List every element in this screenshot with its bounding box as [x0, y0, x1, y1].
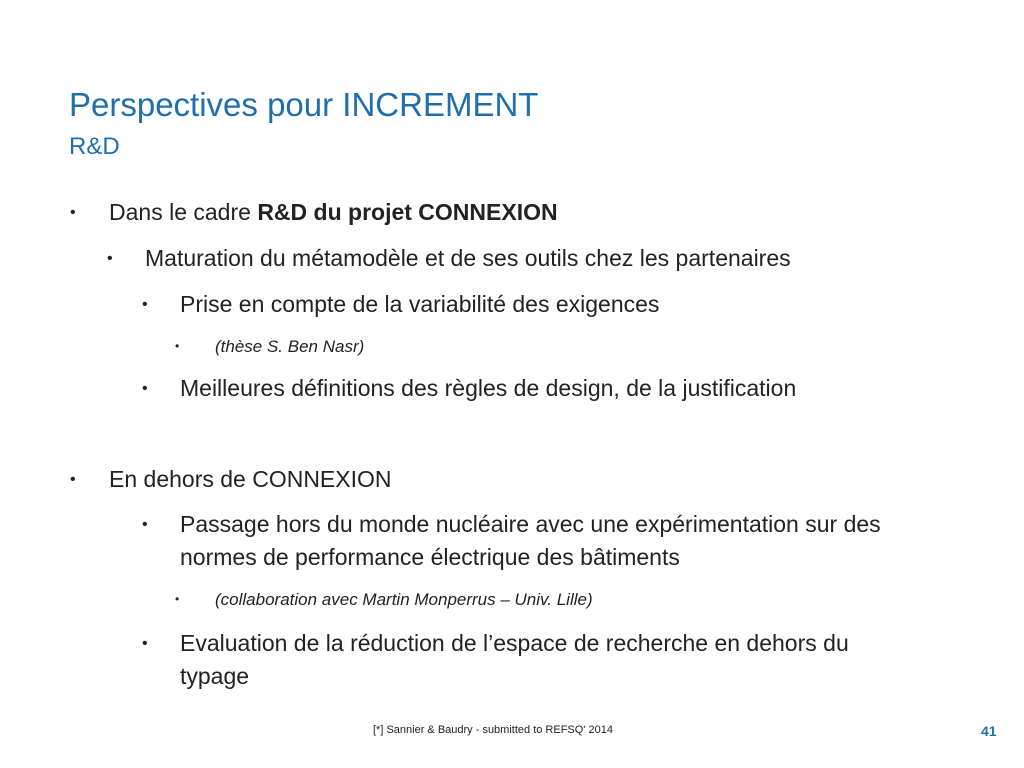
bullet-item-hors-connexion: En dehors de CONNEXION	[109, 466, 392, 492]
bullet-item-passage-line1: Passage hors du monde nucléaire avec une expérimentation sur des	[180, 511, 881, 537]
slide-subtitle: R&D	[69, 133, 120, 160]
slide-title: Perspectives pour INCREMENT	[69, 86, 539, 123]
bullet-icon: •	[142, 380, 148, 397]
bullet-icon: •	[175, 592, 180, 606]
bullet-icon: •	[107, 250, 113, 267]
bullet-text-bold: R&D du projet CONNEXION	[257, 199, 558, 225]
page-number: 41	[981, 723, 997, 739]
slide-footer: [*] Sannier & Baudry - submitted to REFSQ' 2014	[373, 724, 613, 736]
bullet-icon: •	[142, 635, 148, 652]
bullet-icon: •	[142, 516, 148, 533]
bullet-item-maturation: Maturation du métamodèle et de ses outils chez les partenaires	[145, 245, 791, 271]
bullet-text: Dans le cadre	[109, 199, 258, 225]
bullet-item-collaboration: (collaboration avec Martin Monperrus – Univ. Lille)	[215, 590, 593, 609]
bullet-icon: •	[175, 339, 180, 353]
bullet-item-evaluation-line1: Evaluation de la réduction de l’espace de recherche en dehors du	[180, 630, 849, 656]
bullet-item-these: (thèse S. Ben Nasr)	[215, 337, 365, 356]
bullet-item-regles-design: Meilleures définitions des règles de design, de la justification	[180, 375, 797, 401]
bullet-item-evaluation-line2: typage	[180, 663, 250, 689]
bullet-item-rd-connexion	[109, 196, 558, 228]
bullet-icon: •	[70, 471, 76, 488]
bullet-icon: •	[70, 204, 76, 221]
bullet-icon: •	[142, 296, 148, 313]
bullet-item-variabilite: Prise en compte de la variabilité des exigences	[180, 291, 660, 317]
bullet-item-passage-line2: normes de performance électrique des bâtiments	[180, 544, 680, 570]
